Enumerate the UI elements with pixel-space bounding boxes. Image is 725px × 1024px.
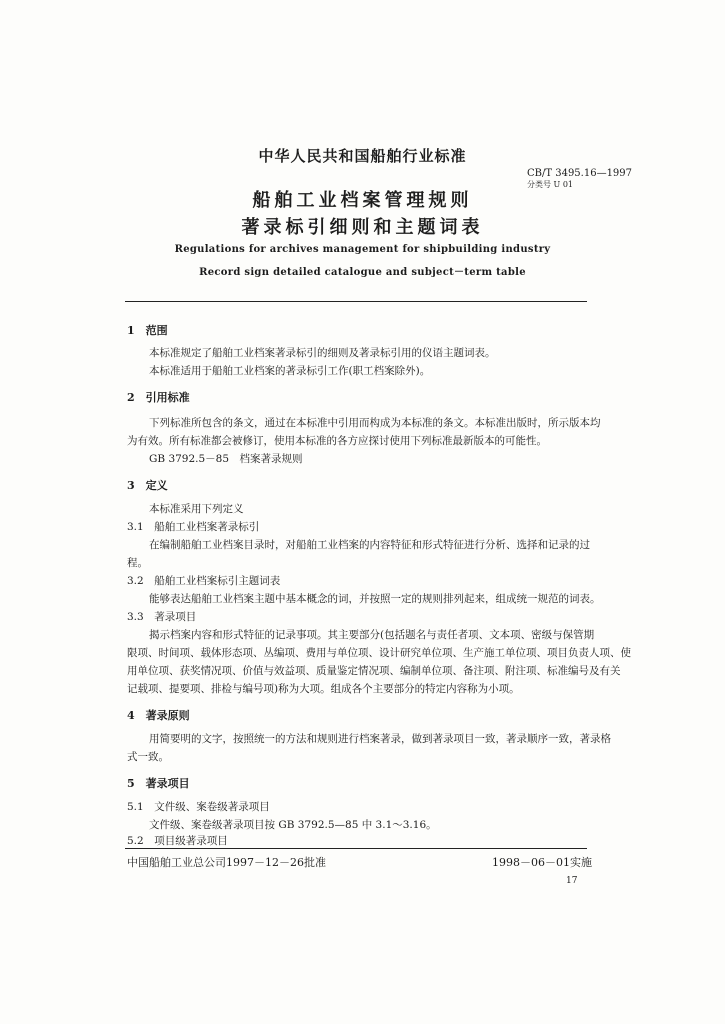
section-5-heading: 5 著录项目 xyxy=(127,777,190,790)
english-title-line-1: Regulations for archives management for shipbuilding industry xyxy=(174,244,551,255)
section-3-2-para: 能够表达船舶工业档案主题中基本概念的词，并按照一定的规则排列起来，组成统一规范的词表。 xyxy=(149,593,601,605)
section-4-para: 用简要明的文字，按照统一的方法和规则进行档案著录，做到著录项目一致，著录顺序一致，著录格 xyxy=(149,733,611,745)
section-3-1-para-cont: 程。 xyxy=(127,557,148,569)
section-4-heading: 4 著录原则 xyxy=(127,709,190,722)
section-3-2-heading: 3.2 船舶工业档案标引主题词表 xyxy=(127,575,281,587)
section-2-para-1: 下列标准所包含的条文，通过在本标准中引用而构成为本标准的条文。本标准出版时，所示版本均 xyxy=(149,417,601,429)
section-2-reference: GB 3792.5－85 档案著录规则 xyxy=(149,453,303,465)
section-5-1-para: 文件级、案卷级著录项目按 GB 3792.5—85 中 3.1～3.16。 xyxy=(149,819,437,831)
section-5-1-heading: 5.1 文件级、案卷级著录项目 xyxy=(127,801,270,813)
section-3-intro: 本标准采用下列定义 xyxy=(149,503,244,515)
section-3-1-heading: 3.1 船舶工业档案著录标引 xyxy=(127,521,260,533)
page-number: 17 xyxy=(566,876,578,886)
section-1-para-2: 本标准适用于船舶工业档案的著录标引工作(职工档案除外)。 xyxy=(149,365,431,377)
section-3-3-para-1: 揭示档案内容和形式特征的记录事项。其主要部分(包括题名与责任者项、文本项、密级与保管期 xyxy=(149,629,595,641)
title-line-1: 船舶工业档案管理规则 xyxy=(252,190,473,211)
english-title-line-2: Record sign detailed catalogue and subject－term table xyxy=(199,267,526,278)
section-3-3-para-3: 用单位项、获奖情况项、价值与效益项、质量鉴定情况项、编制单位项、备注项、附注项、标准编号及有关 xyxy=(127,665,621,677)
section-2-para-1-cont: 为有效。所有标准都会被修订，使用本标准的各方应探讨使用下列标准最新版本的可能性。 xyxy=(127,435,547,447)
footer-divider xyxy=(125,848,587,849)
approval-date: 中国船舶工业总公司1997－12－26批准 xyxy=(127,856,326,869)
section-5-2-heading: 5.2 项目级著录项目 xyxy=(127,835,228,847)
section-3-1-para: 在编制船舶工业档案目录时，对船舶工业档案的内容特征和形式特征进行分析、选择和记录的过 xyxy=(149,539,590,551)
section-3-3-para-2: 限项、时间项、载体形态项、丛编项、费用与单位项、设计研究单位项、生产施工单位项、项目负责人项、使 xyxy=(127,647,631,659)
section-4-para-cont: 式一致。 xyxy=(127,751,169,763)
section-3-3-heading: 3.3 著录项目 xyxy=(127,611,197,623)
header-divider xyxy=(125,301,587,302)
section-3-heading: 3 定义 xyxy=(127,479,168,492)
section-2-heading: 2 引用标准 xyxy=(127,391,190,404)
section-3-3-para-4: 记载项、提要项、排检与编号项)称为大项。组成各个主要部分的特定内容称为小项。 xyxy=(127,683,520,695)
section-1-heading: 1 范围 xyxy=(127,324,168,337)
section-1-para-1: 本标准规定了船舶工业档案著录标引的细则及著录标引用的仪语主题词表。 xyxy=(149,347,496,359)
standard-code: CB/T 3495.16—1997 xyxy=(527,168,633,179)
effective-date: 1998－06－01实施 xyxy=(492,856,592,869)
classification-code: 分类号 U 01 xyxy=(527,180,574,189)
issuing-org: 中华人民共和国船舶行业标准 xyxy=(258,147,467,165)
title-line-2: 著录标引细则和主题词表 xyxy=(241,217,484,238)
